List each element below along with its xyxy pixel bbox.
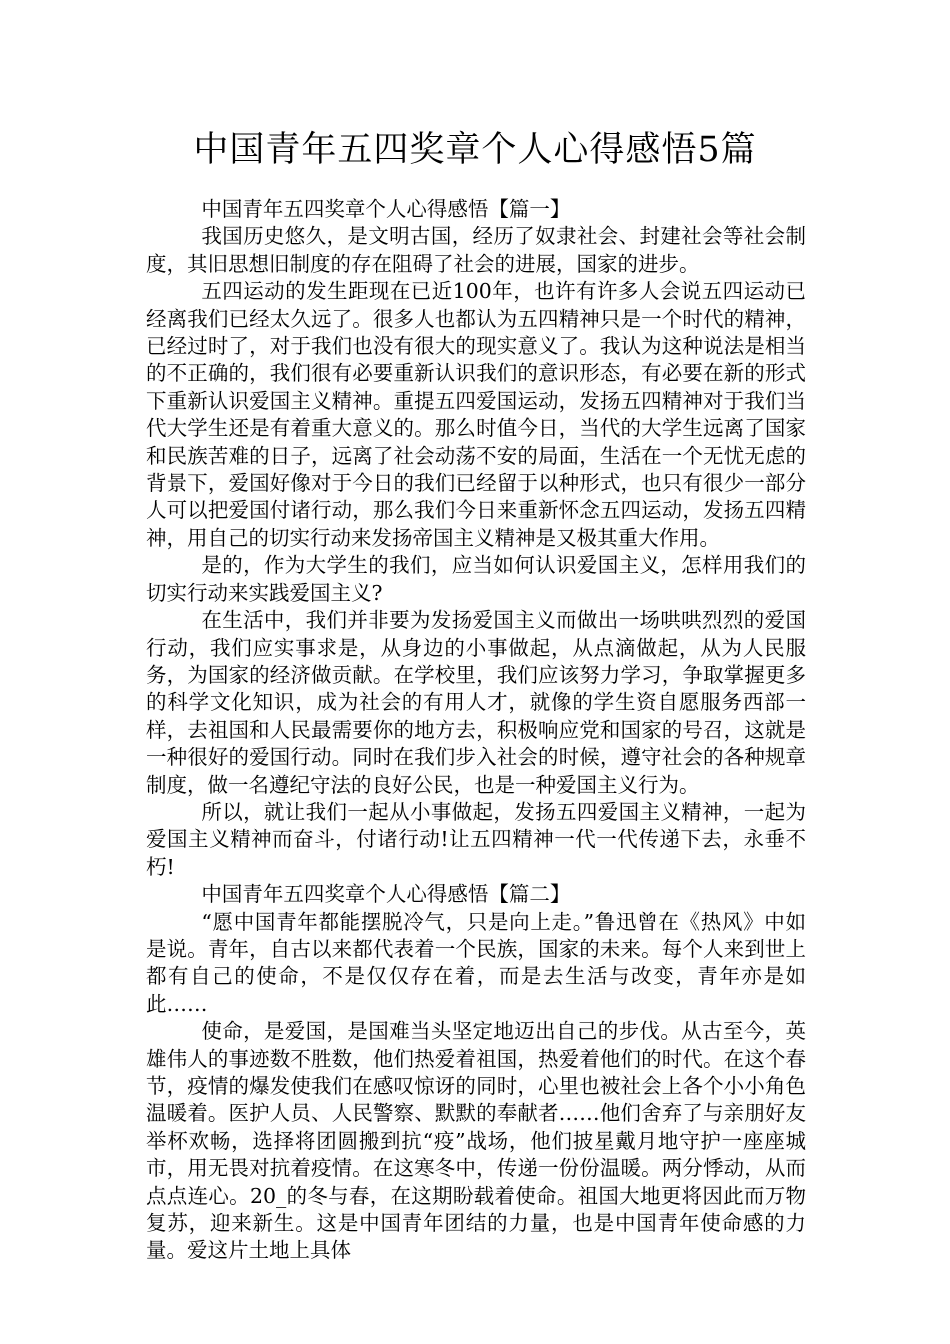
paragraph: 是的，作为大学生的我们，应当如何认识爱国主义，怎样用我们的切实行动来实践爱国主义? <box>146 553 806 605</box>
paragraph: 使命，是爱国，是国难当头坚定地迈出自己的步伐。从古至今，英雄伟人的事迹数不胜数，他们热爱着祖国，热爱着他们的时代。在这个春节，疫情的爆发使我们在感叹惊讶的同时，心里也被社会上各个小小角色温暖着。医护人员、人民警察、默默的奉献者……他们舍弃了与亲朋好友举杯欢畅，选择将团圆搬到抗“疫”战场，他们披星戴月地守护一座座城市，用无畏对抗着疫情。在这寒冬中，传递一份份温暖。两分悸动，从而点点连心。20_的冬与春，在这期盼载着使命。祖国大地更将因此而万物复苏，迎来新生。这是中国青年团结的力量，也是中国青年使命感的力量。爱这片土地上具体 <box>146 1019 806 1263</box>
paragraph: 所以，就让我们一起从小事做起，发扬五四爱国主义精神，一起为爱国主义精神而奋斗，付诸行动!让五四精神一代一代传递下去，永垂不朽! <box>146 799 806 879</box>
paragraph: “愿中国青年都能摆脱冷气，只是向上走。”鲁迅曾在《热风》中如是说。青年，自古以来都代表着一个民族，国家的未来。每个人来到世上都有自己的使命，不是仅仅存在着，而是去生活与改变，青年亦是如此…… <box>146 909 806 1016</box>
paragraph: 在生活中，我们并非要为发扬爱国主义而做出一场哄哄烈烈的爱国行动，我们应实事求是，从身边的小事做起，从点滴做起，从为人民服务，为国家的经济做贡献。在学校里，我们应该努力学习，争取掌握更多的科学文化知识，成为社会的有用人才，就像的学生资自愿服务西部一样，去祖国和人民最需要你的地方去，积极响应党和国家的号召，这就是一种很好的爱国行动。同时在我们步入社会的时候，遵守社会的各种规章制度，做一名遵纪守法的良好公民，也是一种爱国主义行为。 <box>146 608 806 797</box>
section-heading: 中国青年五四奖章个人心得感悟【篇二】 <box>201 882 571 907</box>
document-body <box>146 196 806 1265</box>
section-heading: 中国青年五四奖章个人心得感悟【篇一】 <box>201 197 571 221</box>
document-title: 中国青年五四奖章个人心得感悟5篇 <box>193 130 757 170</box>
paragraph: 五四运动的发生距现在已近100年，也许有许多人会说五四运动已经离我们已经太久远了。很多人也都认为五四精神只是一个时代的精神，已经过时了，对于我们也没有很大的现实意义了。我认为这种说法是相当的不正确的，我们很有必要重新认识我们的意识形态，有必要在新的形式下重新认识爱国主义精神。重提五四爱国运动，发扬五四精神对于我们当代大学生还是有着重大意义的。那么时值今日，当代的大学生远离了国家和民族苦难的日子，远离了社会动荡不安的局面，生活在一个无忧无虑的背景下，爱国好像对于今日的我们已经留于以种形式，也只有很少一部分人可以把爱国付诸行动，那么我们今日来重新怀念五四运动，发扬五四精神，用自己的切实行动来发扬帝国主义精神是又极其重大作用。 <box>146 279 806 550</box>
paragraph: 我国历史悠久，是文明古国，经历了奴隶社会、封建社会等社会制度，其旧思想旧制度的存在阻碍了社会的进展，国家的进步。 <box>146 224 806 276</box>
